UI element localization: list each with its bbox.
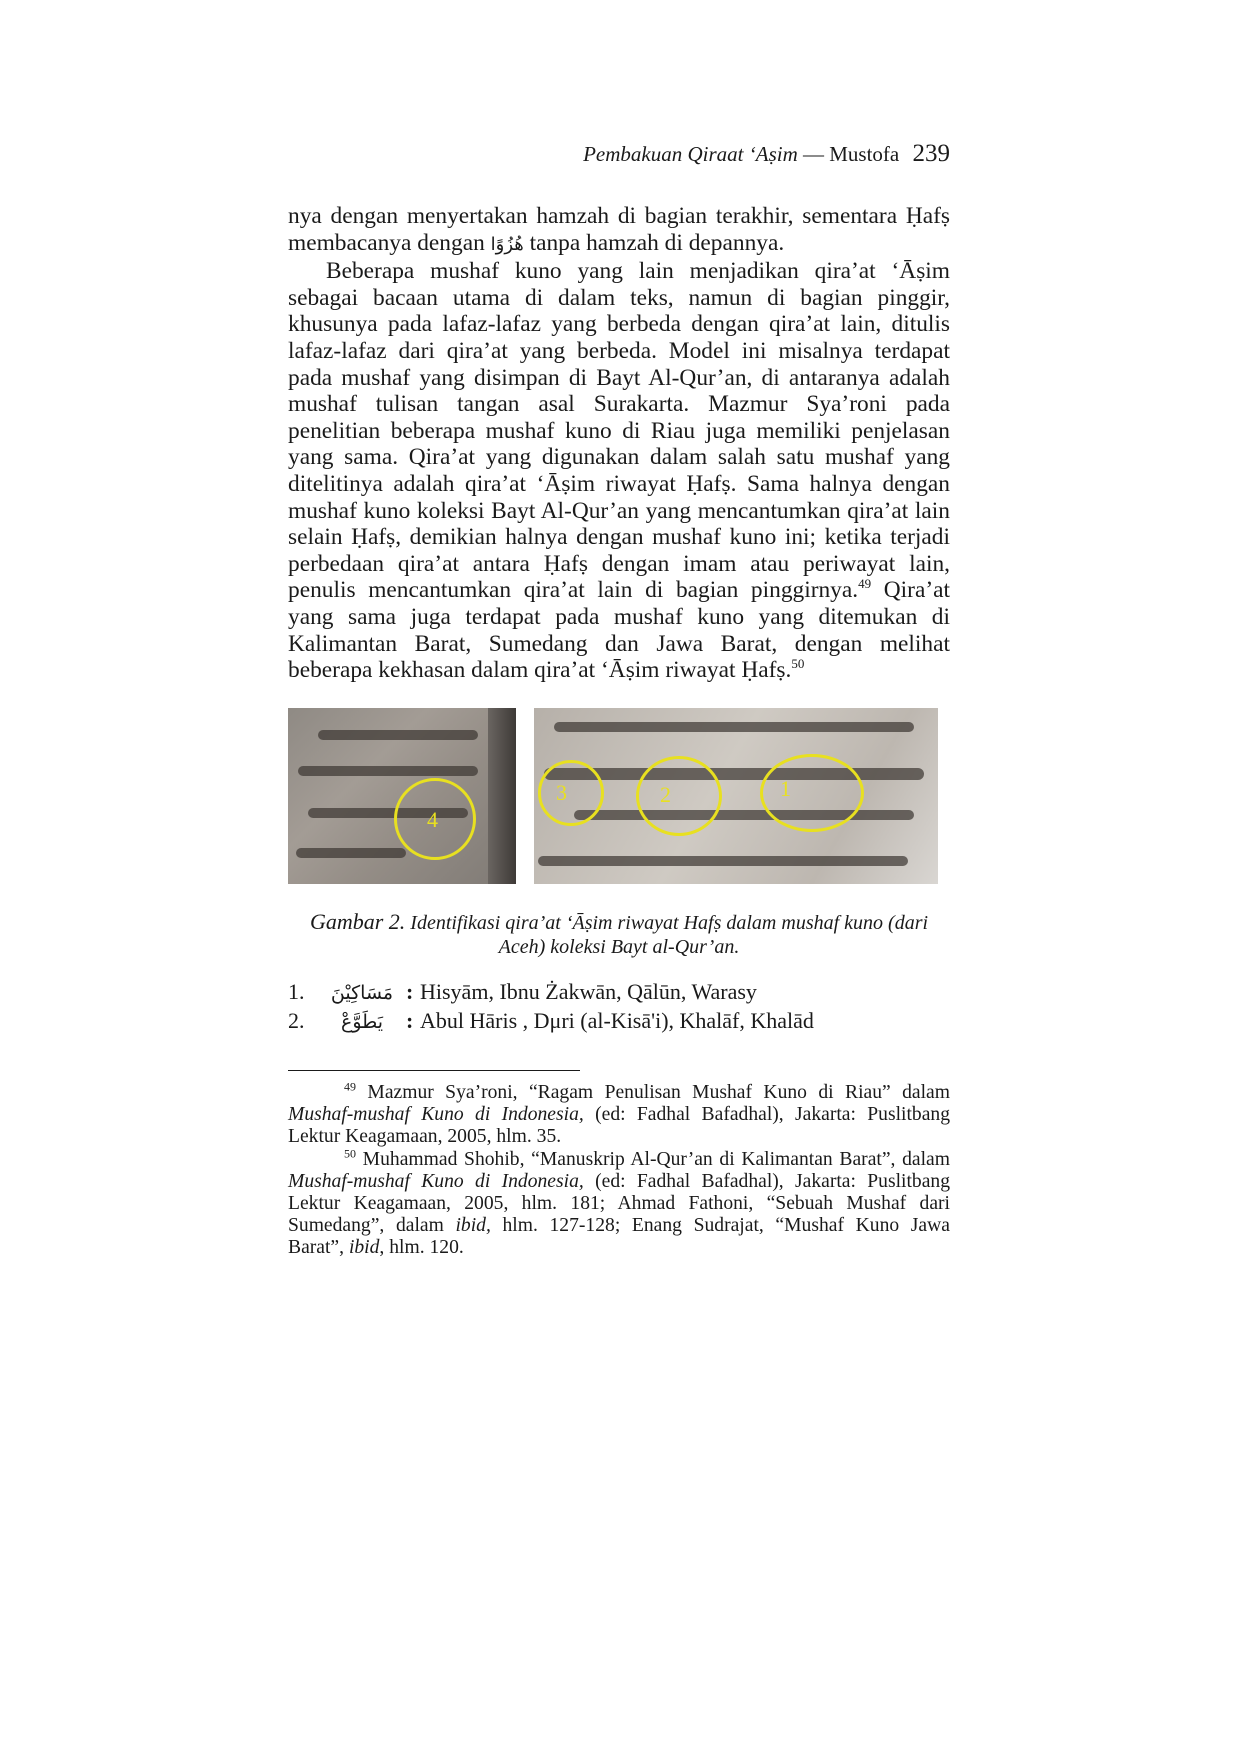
page-fold	[488, 708, 516, 884]
figure-label: Gambar 2.	[309, 909, 406, 934]
variant-arabic-word: مَسَاكِيْنَ	[330, 982, 394, 1004]
list-item	[288, 978, 950, 1007]
variant-readers: Abul Hāris , Dμri (al-Kisā'i), Khalāf, Khalād	[420, 1008, 814, 1033]
footnote-number: 49	[344, 1079, 356, 1094]
variant-readers: Hisyām, Ibnu Żakwān, Qālūn, Warasy	[420, 979, 757, 1004]
marker-circle-2	[636, 756, 722, 836]
header-author: Mustofa	[829, 142, 900, 166]
marker-label-3: 3	[556, 780, 567, 805]
footnote-ref-50[interactable]: 50	[791, 656, 805, 672]
variant-number: 1.	[288, 979, 305, 1004]
script-stroke	[544, 768, 924, 780]
body-text	[288, 203, 950, 684]
footnotes	[288, 1079, 951, 1260]
list-item	[288, 1007, 950, 1036]
arabic-word: هُزُوًا	[490, 233, 524, 255]
manuscript-photo-left	[288, 708, 516, 884]
footnote-number: 50	[344, 1146, 356, 1161]
footnote-text: , hlm. 120.	[379, 1237, 464, 1259]
variant-colon: :	[406, 979, 414, 1004]
footnote-text: (ed: Fadhal Bafadhal), Jakarta: Puslitbang Lektur Keagamaan, 2005, hlm. 35.	[288, 1104, 951, 1148]
footnote-ibid: ibid,	[455, 1215, 491, 1237]
marker-circle-1	[760, 754, 864, 832]
script-stroke	[318, 730, 478, 740]
marker-label-2: 2	[660, 782, 671, 807]
paragraph-2-text-b: Qira’at yang sama juga terdapat pada mushaf kuno yang ditemukan di Kalimantan Barat, Sumedang dan Jawa Barat, dengan melihat beberapa kekhasan dalam qira’at ‘Āṣim riwayat Ḥafṣ.	[288, 577, 950, 684]
footnote-50	[288, 1146, 951, 1260]
paragraph-1	[288, 203, 950, 258]
footnote-book-title: Mushaf-mushaf Kuno di Indonesia,	[288, 1104, 584, 1126]
variant-list	[288, 978, 950, 1036]
script-stroke	[296, 848, 406, 858]
footnote-text: (ed: Fadhal Bafadhal), Jakarta: Puslitbang Lektur Keagamaan, 2005, hlm. 181; Ahmad Fathoni, “Sebuah Mushaf dari Sumedang”, dalam	[288, 1170, 951, 1237]
figure-caption	[288, 910, 950, 959]
script-stroke	[574, 810, 914, 820]
footnote-ibid: ibid	[348, 1237, 380, 1259]
paragraph-1-text-end: tanpa hamzah di depannya.	[523, 229, 785, 256]
footnote-49	[288, 1079, 951, 1149]
script-stroke	[538, 856, 908, 866]
footnote-ref-49[interactable]: 49	[858, 576, 872, 592]
script-stroke	[298, 766, 478, 776]
paragraph-2-text: Beberapa mushaf kuno yang lain menjadikan qira’at ‘Āṣim sebagai bacaan utama di dalam teks, namun di bagian pinggir, khusunya pada lafaz-lafaz yang berbeda dengan qira’at lain, ditulis lafaz-lafaz dari qira’at yang berbeda. Model ini misalnya terdapat pada mushaf yang disimpan di Bayt Al-Qur’an, di antaranya adalah mushaf tulisan tangan asal Surakarta. Mazmur Sya’roni pada penelitian beberapa mushaf kuno di Riau juga memiliki penjelasan yang sama. Qira’at yang digunakan dalam salah satu mushaf yang ditelitinya adalah qira’at ‘Āṣim riwayat Ḥafṣ. Sama halnya dengan mushaf kuno koleksi Bayt Al-Qur’an yang mencantumkan qira’at lain selain Ḥafṣ, demikian halnya dengan mushaf kuno ini; ketika terjadi perbedaan qira’at antara Ḥafṣ dengan imam atau periwayat lain, penulis mencantumkan qira’at lain di bagian pinggirnya.	[288, 258, 950, 604]
script-stroke	[554, 722, 914, 732]
running-header	[288, 140, 950, 168]
page-number: 239	[912, 140, 950, 167]
footnote-book-title: Mushaf-mushaf Kuno di Indonesia,	[288, 1170, 584, 1192]
manuscript-photo-right	[534, 708, 938, 884]
paragraph-1-text: nya dengan menyertakan hamzah di bagian terakhir, sementara Ḥafṣ membacanya dengan	[288, 203, 950, 256]
marker-label-1: 1	[780, 776, 791, 801]
marker-label-4: 4	[427, 807, 438, 832]
variant-number: 2.	[288, 1008, 305, 1033]
variant-colon: :	[406, 1008, 414, 1033]
figure-caption-text: Identifikasi qira’at ‘Āṣim riwayat Hafṣ dalam mushaf kuno (dari Aceh) koleksi Bayt al-Qur’an.	[405, 912, 929, 958]
header-dash: —	[803, 142, 824, 166]
manuscript-figure	[288, 708, 950, 884]
variant-arabic-word: يَطَوَّعْ	[340, 1011, 384, 1033]
header-title: Pembakuan Qiraat ‘Aṣim	[583, 142, 798, 166]
marker-circle-3	[538, 760, 604, 826]
footnote-divider	[288, 1070, 580, 1071]
paragraph-2	[288, 258, 950, 684]
footnote-text: hlm. 127-128; Enang Sudrajat, “Mushaf Kuno Jawa Barat”,	[288, 1215, 950, 1259]
footnote-text: Muhammad Shohib, “Manuskrip Al-Qur’an di Kalimantan Barat”, dalam	[356, 1148, 950, 1170]
footnote-text: Mazmur Sya’roni, “Ragam Penulisan Mushaf Kuno di Riau” dalam	[356, 1082, 950, 1103]
